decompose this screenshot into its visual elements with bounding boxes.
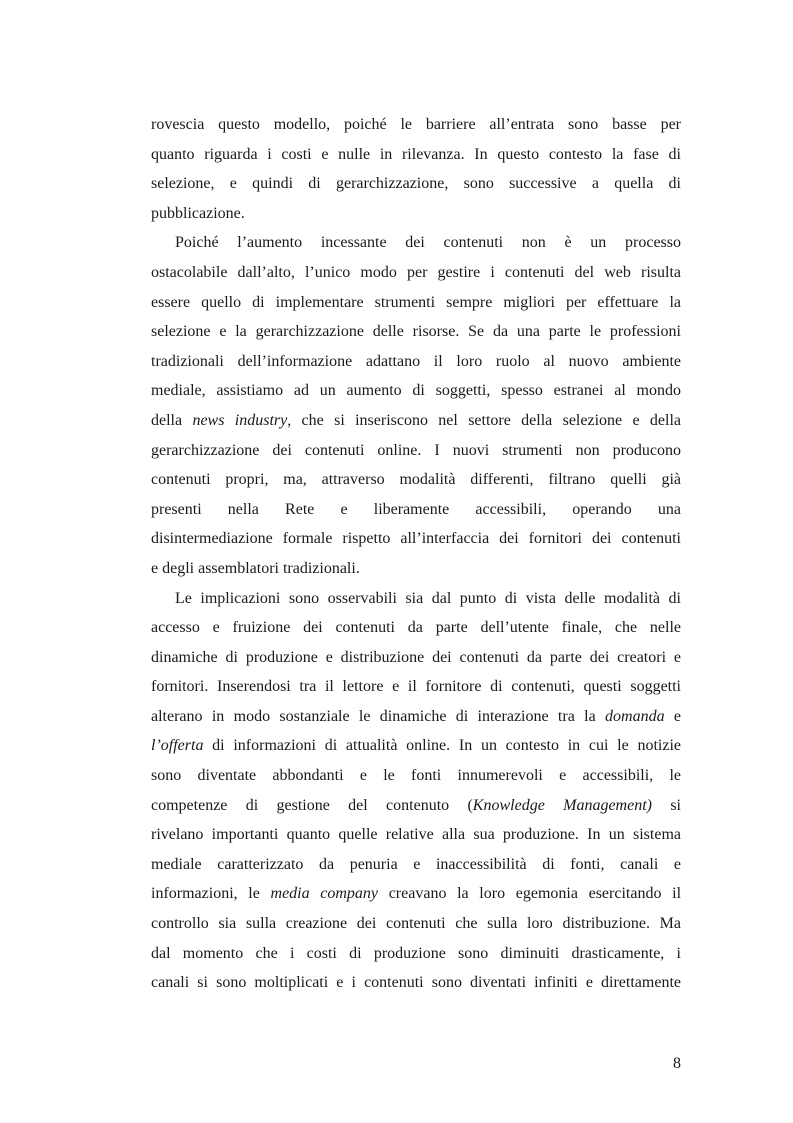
text-line <box>151 228 681 258</box>
text-line <box>151 791 681 821</box>
text-run: rivelano importanti quanto quelle relative alla sua produzione. In un sistema <box>151 826 681 844</box>
text-run: creavano la loro egemonia esercitando il <box>378 885 682 903</box>
text-run: dinamiche di produzione e distribuzione dei contenuti da parte dei creatori e <box>151 648 681 666</box>
text-run: Poiché l’aumento incessante dei contenuti non è un processo <box>175 234 681 252</box>
text-line <box>151 199 681 229</box>
text-run: quanto riguarda i costi e nulle in rilevanza. In questo contesto la fase di <box>151 145 681 163</box>
text-line <box>151 850 681 880</box>
italic-text: media company <box>270 885 379 903</box>
text-line <box>151 465 681 495</box>
text-line <box>151 820 681 850</box>
text-run: mediale caratterizzato da penuria e inaccessibilità di fonti, canali e <box>151 855 681 873</box>
text-line <box>151 643 681 673</box>
text-line <box>151 436 681 466</box>
text-line <box>151 584 681 614</box>
text-run: contenuti propri, ma, attraverso modalità differenti, filtrano quelli già <box>151 471 681 489</box>
text-run: pubblicazione. <box>151 204 245 222</box>
text-line <box>151 939 681 969</box>
text-run: e degli assemblatori tradizionali. <box>151 559 360 577</box>
text-line <box>151 524 681 554</box>
text-line <box>151 968 681 998</box>
text-run: rovescia questo modello, poiché le barriere all’entrata sono basse per <box>151 116 681 133</box>
text-run: accesso e fruizione dei contenuti da parte dell’utente finale, che nelle <box>151 619 681 637</box>
text-run: di informazioni di attualità online. In un contesto in cui le notizie <box>203 737 681 755</box>
italic-text: domanda <box>605 707 665 725</box>
text-run: disintermediazione formale rispetto all’interfaccia dei fornitori dei contenuti <box>151 530 681 548</box>
text-run: e <box>664 707 682 725</box>
text-run: tradizionali dell’informazione adattano il loro ruolo al nuovo ambiente <box>151 352 681 370</box>
text-run: sono diventate abbondanti e le fonti innumerevoli e accessibili, le <box>151 767 681 785</box>
text-run: fornitori. Inserendosi tra il lettore e il fornitore di contenuti, questi soggetti <box>151 678 681 696</box>
italic-text: l’offerta <box>151 737 204 755</box>
text-run: controllo sia sulla creazione dei contenuti che sulla loro distribuzione. Ma <box>151 915 681 933</box>
text-line <box>151 731 681 761</box>
text-line <box>151 909 681 939</box>
text-run: gerarchizzazione dei contenuti online. I nuovi strumenti non producono <box>151 441 681 459</box>
text-run: mediale, assistiamo ad un aumento di soggetti, spesso estranei al mondo <box>151 382 681 400</box>
text-line <box>151 613 681 643</box>
text-run: canali si sono moltiplicati e i contenuti sono diventati infiniti e direttamente <box>151 974 681 992</box>
text-line <box>151 495 681 525</box>
text-run: alterano in modo sostanziale le dinamiche di interazione tra la <box>151 707 606 725</box>
text-run: selezione, e quindi di gerarchizzazione, sono successive a quella di <box>151 175 681 193</box>
text-run: presenti nella Rete e liberamente accessibili, operando una <box>151 500 681 518</box>
text-line <box>151 672 681 702</box>
text-run: ostacolabile dall’alto, l’unico modo per gestire i contenuti del web risulta <box>151 263 681 281</box>
text-line <box>151 110 681 140</box>
text-line <box>151 258 681 288</box>
text-line <box>151 702 681 732</box>
text-line <box>151 406 681 436</box>
italic-text: news industry <box>192 411 288 429</box>
text-line <box>151 761 681 791</box>
page-body <box>151 110 681 998</box>
text-run: si <box>651 796 681 814</box>
text-line <box>151 376 681 406</box>
text-line <box>151 169 681 199</box>
text-run: , che si inseriscono nel settore della selezione e della <box>287 411 681 429</box>
text-run: selezione e la gerarchizzazione delle risorse. Se da una parte le professioni <box>151 323 681 341</box>
text-line <box>151 288 681 318</box>
text-line <box>151 347 681 377</box>
text-run: della <box>151 411 193 429</box>
text-run: informazioni, le <box>151 885 271 903</box>
text-run: competenze di gestione del contenuto ( <box>151 796 473 814</box>
text-run: essere quello di implementare strumenti sempre migliori per effettuare la <box>151 293 681 311</box>
text-run: dal momento che i costi di produzione sono diminuiti drasticamente, i <box>151 944 681 962</box>
text-line <box>151 317 681 347</box>
text-line <box>151 140 681 170</box>
text-line <box>151 554 681 584</box>
text-line <box>151 879 681 909</box>
text-run: Le implicazioni sono osservabili sia dal punto di vista delle modalità di <box>175 589 681 607</box>
italic-text: Knowledge Management) <box>472 796 652 814</box>
page-number: 8 <box>673 1055 681 1072</box>
